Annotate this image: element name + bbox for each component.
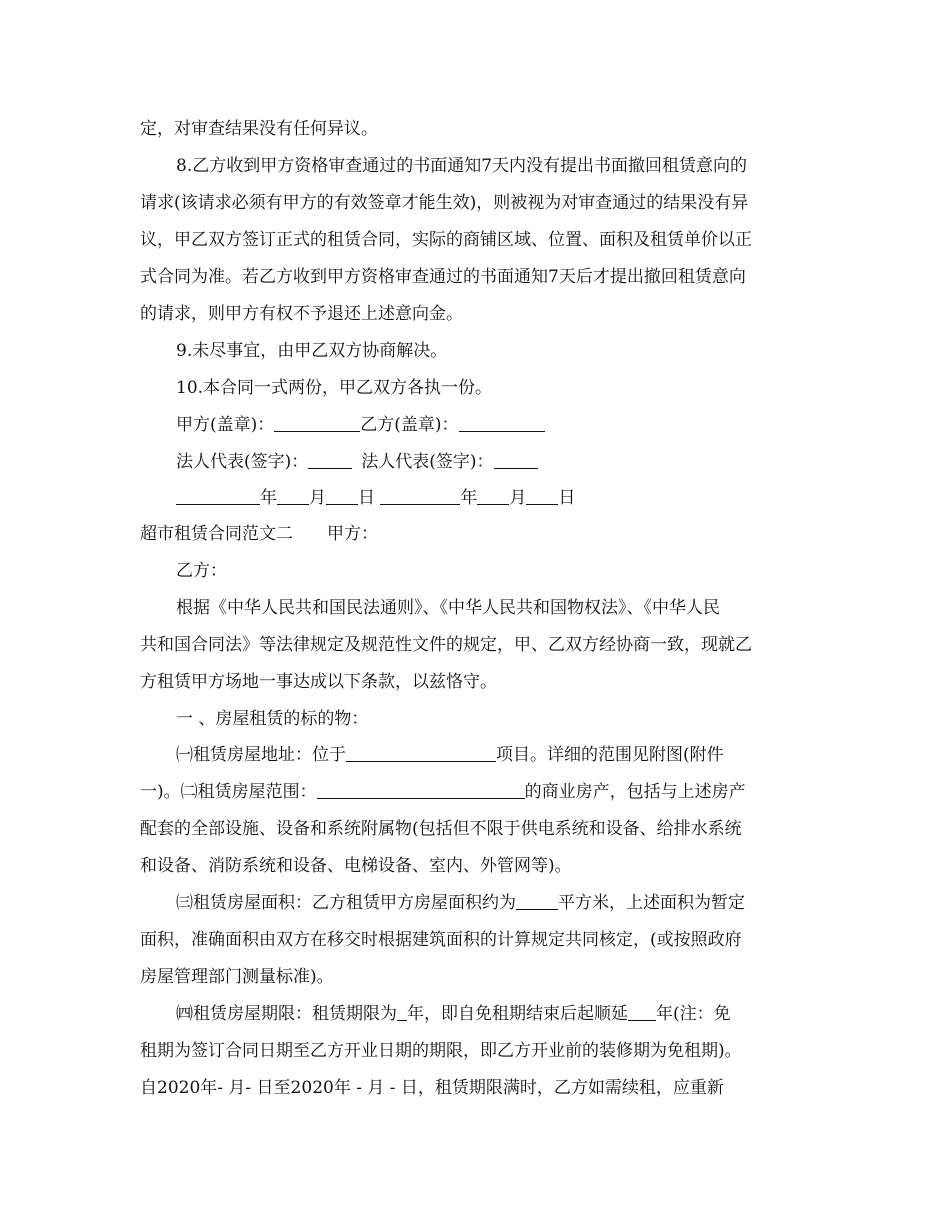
- legal-rep-a-label: 法人代表(签字)：: [176, 452, 309, 472]
- contract-heading-line: [140, 523, 378, 545]
- paragraph-line: 的请求，则甲方有权不予退还上述意向金。: [140, 304, 463, 324]
- blank-field: [308, 451, 352, 469]
- blank-field: [317, 781, 525, 799]
- clause-line: [140, 781, 746, 803]
- paragraph-line: 式合同为准。若乙方收到甲方资格审查通过的书面通知7天后才提出撤回租赁意向: [140, 267, 746, 287]
- paragraph-line: 定，对审查结果没有任何异议。: [140, 119, 378, 139]
- party-a-seal-label: 甲方(盖章)：: [176, 415, 275, 435]
- party-b-label: 乙方：: [176, 561, 227, 581]
- legal-rep-b-label: 法人代表(签字)：: [361, 452, 494, 472]
- legal-rep-line: [176, 451, 538, 473]
- blank-field: [477, 487, 509, 505]
- blank-field: [397, 1003, 407, 1021]
- paragraph-line: 房屋管理部门测量标准)。: [140, 967, 334, 987]
- blank-field: [526, 487, 558, 505]
- date-day-label: 日: [558, 488, 576, 508]
- clause-text: ㈣租赁房屋期限：租赁期限为: [176, 1004, 397, 1024]
- blank-field: [346, 744, 496, 762]
- date-month-label: 月: [309, 488, 326, 508]
- blank-field: [176, 487, 260, 505]
- clause-text: 的商业房产，包括与上述房产: [524, 782, 746, 802]
- clause-line: [176, 744, 724, 766]
- blank-field: [459, 414, 545, 432]
- blank-field: [494, 451, 538, 469]
- paragraph-line: 9.未尽事宜，由甲乙双方协商解决。: [176, 341, 448, 361]
- date-day-label: 日: [358, 488, 375, 508]
- blank-field: [628, 1003, 656, 1021]
- clause-text: ㈢租赁房屋面积：乙方租赁甲方房屋面积约为: [176, 893, 516, 913]
- party-a-label: 甲方：: [327, 524, 378, 544]
- paragraph-line: 自2020年- 月- 日至2020年 - 月 - 日，租赁期限满时，乙方如需续租，应重新: [140, 1078, 724, 1098]
- clause-text: 平方米，上述面积为暂定: [558, 893, 745, 913]
- clause-text: 一)。㈡租赁房屋范围：: [140, 782, 317, 802]
- paragraph-line: 10.本合同一式两份，甲乙双方各执一份。: [176, 378, 493, 398]
- paragraph-line: 租期为签订合同日期至乙方开业日期的期限，即乙方开业前的装修期为免租期)。: [140, 1041, 742, 1061]
- date-line: [176, 487, 575, 509]
- paragraph-line: 共和国合同法》等法律规定及规范性文件的规定，甲、乙双方经协商一致，现就乙: [140, 635, 752, 655]
- date-month-label: 月: [509, 488, 527, 508]
- blank-field: [274, 414, 360, 432]
- contract-title: 超市租赁合同范文二: [140, 524, 293, 544]
- paragraph-line: 议，甲乙双方签订正式的租赁合同，实际的商铺区域、位置、面积及租赁单价以正: [140, 230, 752, 250]
- section-heading: 一 、房屋租赁的标的物：: [176, 709, 369, 729]
- clause-text: 年(注：免: [656, 1004, 731, 1024]
- party-seal-line: [176, 414, 545, 436]
- blank-field: [277, 487, 309, 505]
- date-year-label: 年: [460, 488, 478, 508]
- paragraph-line: 根据《中华人民共和国民法通则》、《中华人民共和国物权法》、《中华人民: [176, 598, 720, 618]
- clause-text: ㈠租赁房屋地址：位于: [176, 745, 346, 765]
- paragraph-line: 和设备、消防系统和设备、电梯设备、室内、外管网等)。: [140, 856, 572, 876]
- date-year-label: 年: [260, 488, 277, 508]
- blank-field: [380, 487, 460, 505]
- clause-line: [176, 892, 745, 914]
- paragraph-line: 面积，准确面积由双方在移交时根据建筑面积的计算规定共同核定，(或按照政府: [140, 930, 742, 950]
- paragraph-line: 请求(该请求必须有甲方的有效签章才能生效)，则被视为对审查通过的结果没有异: [140, 193, 749, 213]
- paragraph-line: 配套的全部设施、设备和系统附属物(包括但不限于供电系统和设备、给排水系统: [140, 819, 742, 839]
- blank-field: [326, 487, 358, 505]
- blank-field: [516, 892, 558, 910]
- paragraph-line: 方租赁甲方场地一事达成以下条款，以兹恪守。: [140, 672, 497, 692]
- clause-text: 年，即自免租期结束后起顺延: [407, 1004, 628, 1024]
- paragraph-line: 8.乙方收到甲方资格审查通过的书面通知7天内没有提出书面撤回租赁意向的: [176, 156, 748, 176]
- party-b-seal-label: 乙方(盖章)：: [360, 415, 459, 435]
- clause-text: 项目。详细的范围见附图(附件: [496, 745, 724, 765]
- clause-line: [176, 1003, 731, 1025]
